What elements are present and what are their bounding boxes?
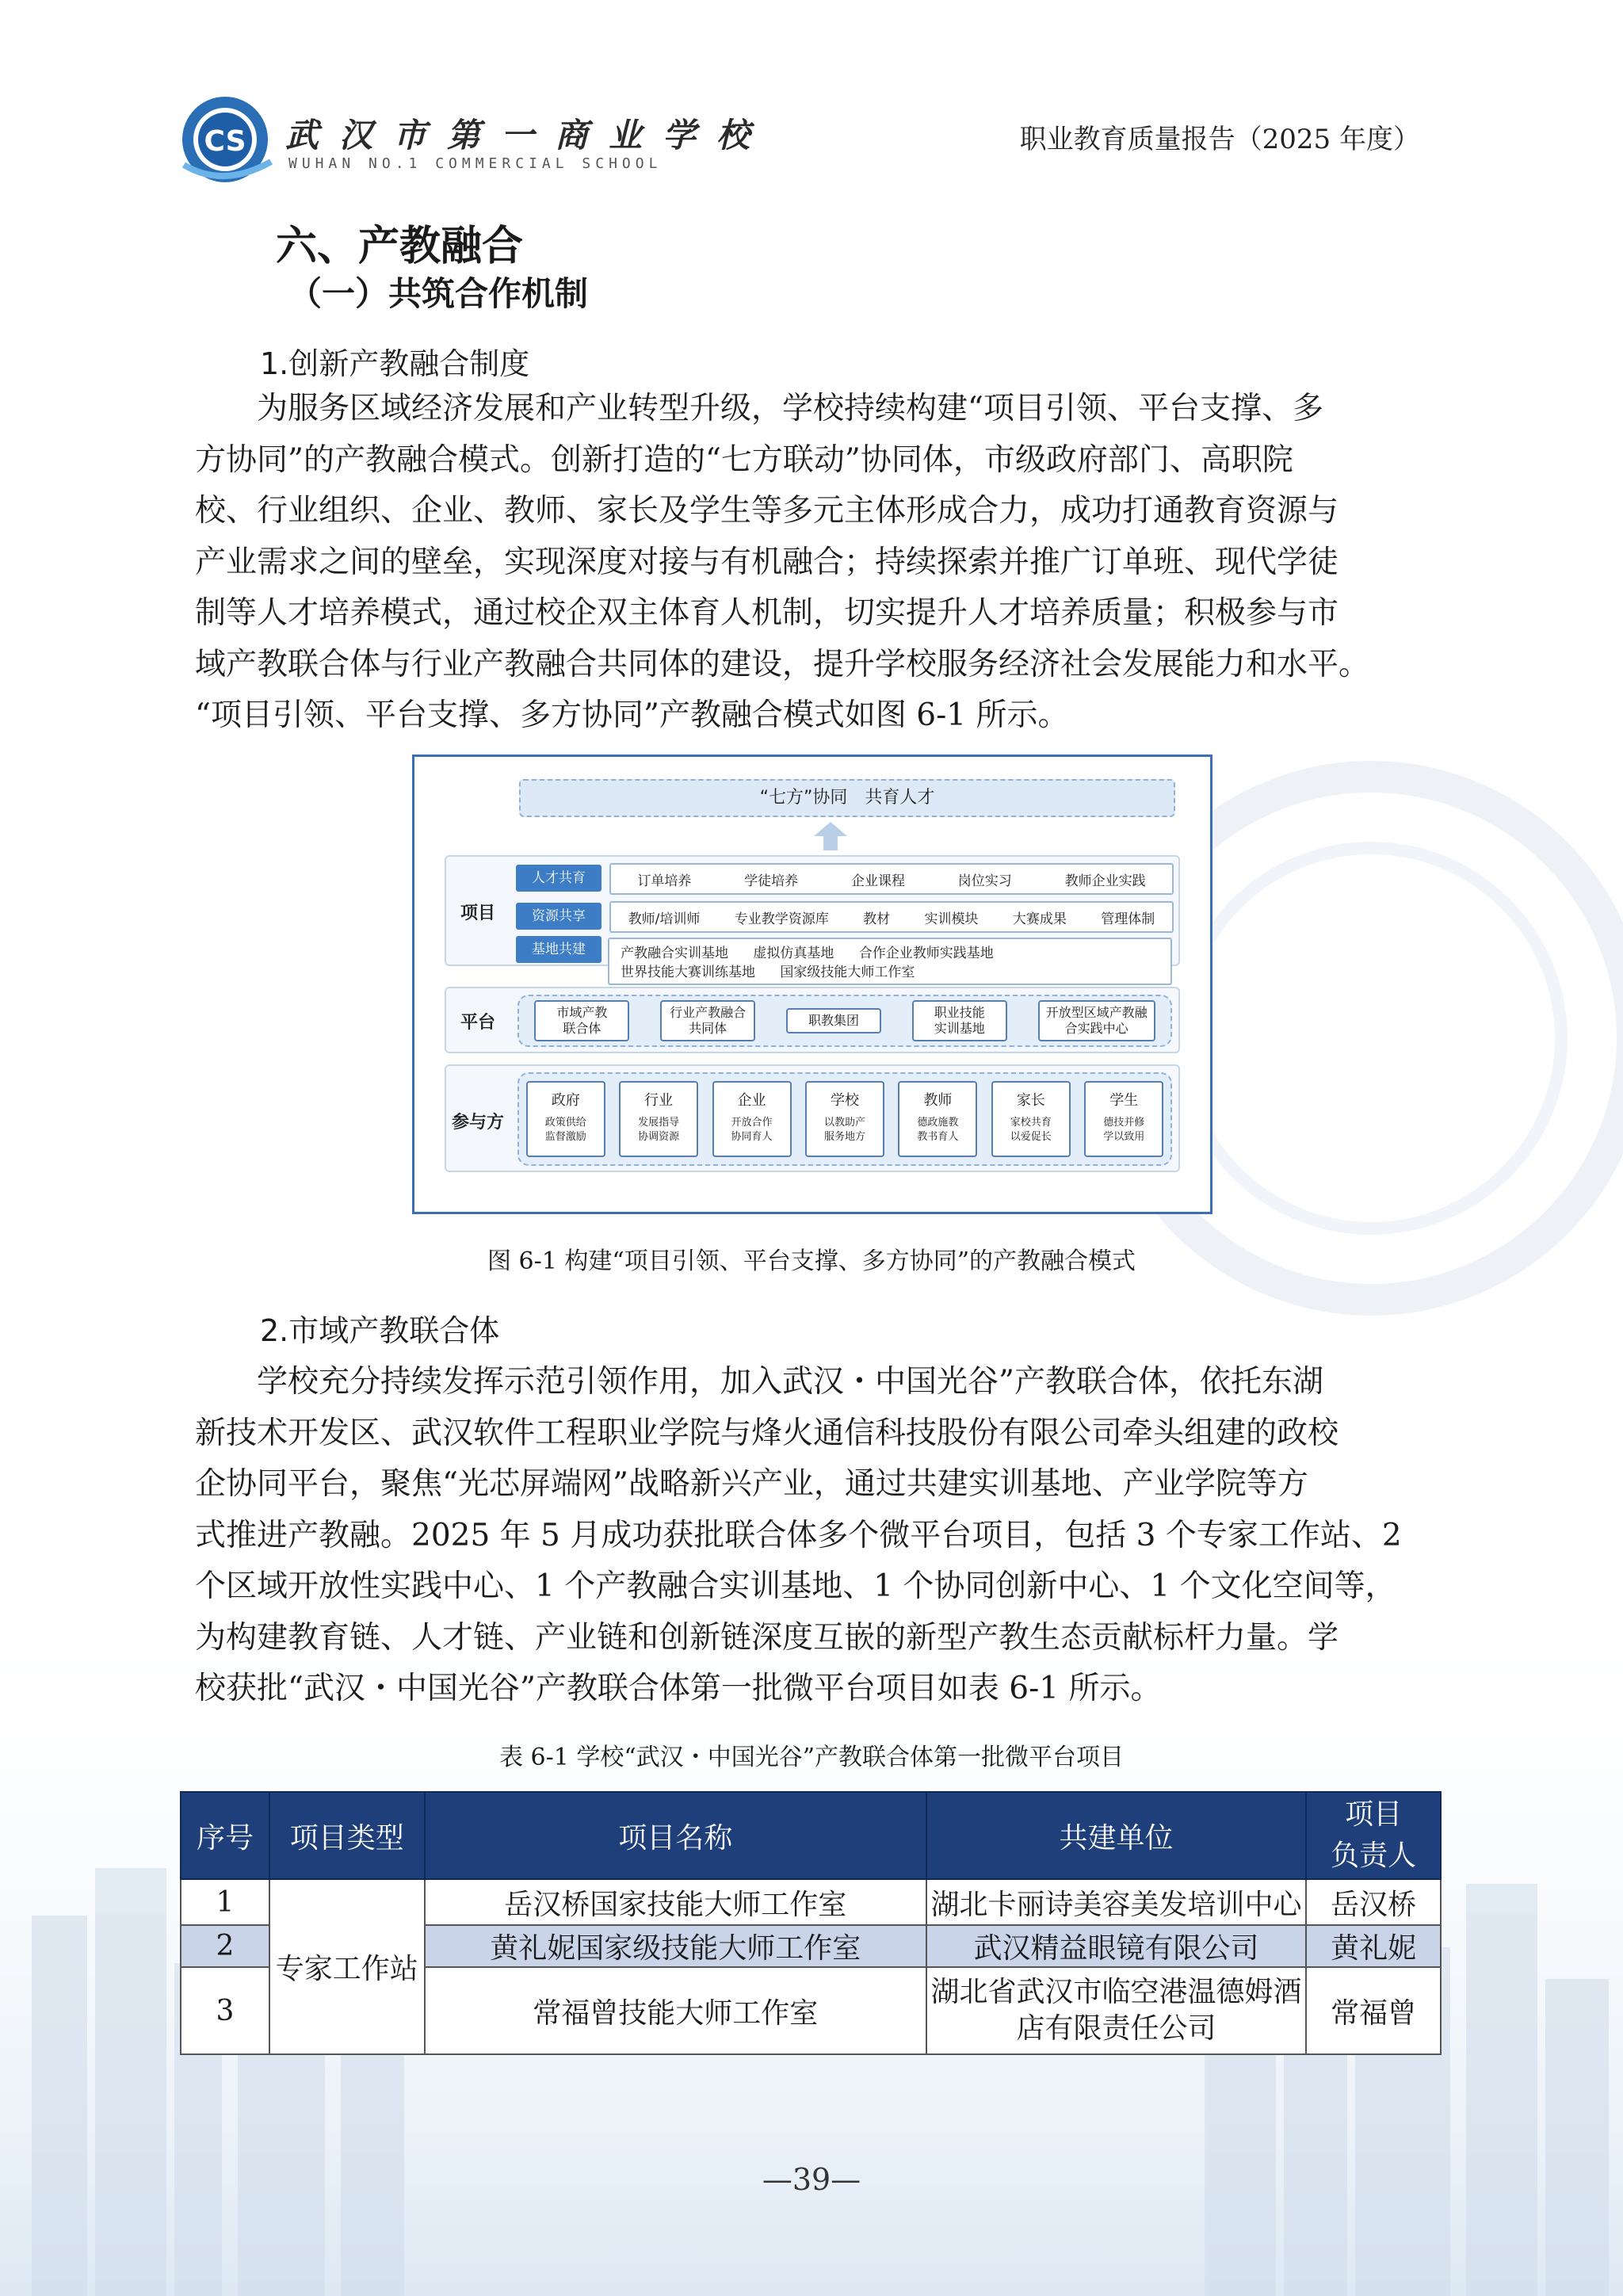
paragraph-line: 企协同平台，聚焦“光芯屏端网”战略新兴产业，通过共建实训基地、产业学院等方 <box>195 1466 1308 1502</box>
party-name: 行业 <box>644 1092 674 1109</box>
party-name: 政府 <box>551 1092 580 1109</box>
section-heading: 六、产教融合 <box>276 223 524 270</box>
paragraph-2 <box>195 1357 1431 1715</box>
figure-item: 产教融合实训基地 <box>621 946 728 961</box>
table-cell-unit: 湖北卡丽诗美容美发培训中心 <box>926 1879 1306 1925</box>
party-desc: 发展指导 协调资源 <box>638 1117 680 1143</box>
figure-parties-panel <box>445 1064 1180 1172</box>
party-desc: 德技并修 学以致用 <box>1103 1117 1145 1143</box>
figure-platform-box: 职教集团 <box>786 1008 881 1033</box>
figure-item: 国家级技能大师工作室 <box>780 965 915 980</box>
figure-item: 管理体制 <box>1101 911 1155 927</box>
table-cell-name: 黄礼妮国家级技能大师工作室 <box>425 1925 926 1967</box>
report-title: 职业教育质量报告（2025 年度） <box>1019 124 1420 155</box>
table-cell-category: 专家工作站 <box>269 1879 425 2054</box>
paragraph-line: 新技术开发区、武汉软件工程职业学院与烽火通信科技股份有限公司牵头组建的政校 <box>195 1415 1339 1451</box>
figure-row-resource <box>609 901 1174 933</box>
school-name-cn: 武汉市第一商业学校 <box>285 116 771 155</box>
figure-side-label: 平台 <box>460 1013 495 1033</box>
paragraph-line: 产业需求之间的壁垒，实现深度对接与有机融合；持续探索并推广订单班、现代学徒 <box>195 544 1339 580</box>
paragraph-line: 为服务区域经济发展和产业转型升级，学校持续构建“项目引领、平台支撑、多 <box>195 391 1323 426</box>
figure-item: 企业课程 <box>850 873 905 889</box>
table-header-cell: 项目 负责人 <box>1306 1792 1441 1879</box>
figure-item: 教材 <box>863 911 891 927</box>
paragraph-line: 个区域开放性实践中心、1 个产教融合实训基地、1 个协同创新中心、1 个文化空间等， <box>195 1568 1396 1604</box>
table-cell-no: 3 <box>181 1967 269 2054</box>
figure-platform-panel <box>445 987 1180 1053</box>
party-name: 学校 <box>830 1092 859 1109</box>
figure-party-box <box>805 1081 884 1157</box>
paragraph-line: 制等人才培养模式，通过校企双主体育人机制，切实提升人才培养质量；积极参与市 <box>195 595 1339 631</box>
party-name: 企业 <box>737 1092 766 1109</box>
figure-party-box <box>619 1081 698 1157</box>
figure-parties-group <box>517 1072 1172 1166</box>
figure-item: 教师/培训师 <box>628 911 701 927</box>
figure-party-box <box>1084 1081 1163 1157</box>
paragraph-1 <box>195 384 1431 742</box>
table-cell-unit: 武汉精益眼镜有限公司 <box>926 1925 1306 1967</box>
paragraph-line: 式推进产教融。2025 年 5 月成功获批联合体多个微平台项目，包括 3 个专家工作站、2 <box>195 1517 1402 1553</box>
table-cell-no: 1 <box>181 1879 269 1925</box>
paragraph-line: 校获批“武汉・中国光谷”产教联合体第一批微平台项目如表 6-1 所示。 <box>195 1671 1162 1706</box>
table-row <box>181 1879 1441 1925</box>
figure-side-label: 项目 <box>460 904 495 923</box>
table-cell-unit: 湖北省武汉市临空港温德姆酒 店有限责任公司 <box>926 1967 1306 2054</box>
table-header-row <box>181 1792 1441 1879</box>
figure-base-line-2 <box>621 963 1159 982</box>
party-desc: 德政施教 教书育人 <box>917 1117 959 1143</box>
svg-text:CS: CS <box>204 125 246 158</box>
table-header-cell: 项目类型 <box>269 1792 425 1879</box>
figure-platform-box: 职业技能 实训基地 <box>912 1000 1007 1041</box>
table-header-cell: 序号 <box>181 1792 269 1879</box>
figure-tag: 基地共建 <box>516 936 601 963</box>
table-header-cell: 项目名称 <box>425 1792 926 1879</box>
figure-item: 学徒培养 <box>744 873 799 889</box>
party-name: 学生 <box>1109 1092 1139 1109</box>
figure-base-line-1 <box>621 944 1159 963</box>
paragraph-line: 方协同”的产教融合模式。创新打造的“七方联动”协同体，市级政府部门、高职院 <box>195 441 1293 478</box>
table-cell-no: 2 <box>181 1925 269 1967</box>
figure-item: 教师企业实践 <box>1064 873 1146 889</box>
party-name: 家长 <box>1016 1092 1045 1109</box>
party-desc: 家校共育 以爱促长 <box>1010 1117 1052 1143</box>
figure-party-box <box>898 1081 977 1157</box>
up-arrow-icon <box>811 820 850 852</box>
figure-item: 大赛成果 <box>1012 911 1067 927</box>
paragraph-line: 为构建教育链、人才链、产业链和创新链深度互嵌的新型产教生态贡献标杆力量。学 <box>195 1619 1339 1656</box>
figure-item: 订单培养 <box>637 873 692 889</box>
subsection-heading: （一）共筑合作机制 <box>288 274 589 313</box>
party-desc: 以教助产 服务地方 <box>823 1117 865 1143</box>
figure-item: 虚拟仿真基地 <box>753 946 834 961</box>
figure-platform-box: 行业产教融合 共同体 <box>660 1000 755 1041</box>
paragraph-line: 校、行业组织、企业、教师、家长及学生等多元主体形成合力，成功打通教育资源与 <box>195 493 1339 529</box>
figure-row-talent <box>609 863 1174 895</box>
figure-tag: 人才共育 <box>516 865 601 892</box>
party-desc: 政策供给 监督激励 <box>544 1117 586 1143</box>
topic-heading-2: 2.市域产教联合体 <box>260 1313 500 1348</box>
table-header-cell: 共建单位 <box>926 1792 1306 1879</box>
figure-side-label: 参与方 <box>451 1113 504 1133</box>
figure-item: 实训模块 <box>924 911 979 927</box>
figure-party-box <box>991 1081 1071 1157</box>
paragraph-line: 学校充分持续发挥示范引领作用，加入武汉・中国光谷”产教联合体，依托东湖 <box>195 1364 1323 1400</box>
party-name: 教师 <box>923 1092 953 1109</box>
table-caption: 表 6-1 学校“武汉・中国光谷”产教联合体第一批微平台项目 <box>498 1744 1125 1771</box>
figure-item: 岗位实习 <box>957 873 1012 889</box>
platform-projects-table <box>180 1791 1442 2055</box>
figure-platform-box: 开放型区域产教融 合实践中心 <box>1038 1000 1155 1041</box>
figure-platform-box: 市域产教 联合体 <box>534 1000 629 1041</box>
figure-item: 世界技能大赛训练基地 <box>621 965 755 980</box>
table-cell-lead: 常福曾 <box>1306 1967 1441 2054</box>
table-cell-lead: 岳汉桥 <box>1306 1879 1441 1925</box>
table-cell-name: 岳汉桥国家技能大师工作室 <box>425 1879 926 1925</box>
figure-item: 专业教学资源库 <box>734 911 829 927</box>
figure-party-box <box>712 1081 792 1157</box>
paragraph-line: “项目引领、平台支撑、多方协同”产教融合模式如图 6-1 所示。 <box>195 697 1069 733</box>
school-logo-icon <box>176 94 279 189</box>
figure-6-1 <box>412 755 1212 1214</box>
figure-caption: 图 6-1 构建“项目引领、平台支撑、多方协同”的产教融合模式 <box>487 1247 1136 1275</box>
figure-row-base <box>608 938 1172 985</box>
topic-heading-1: 1.创新产教融合制度 <box>260 346 530 381</box>
table-cell-name: 常福曾技能大师工作室 <box>425 1967 926 2054</box>
figure-banner: “七方”协同 共育人才 <box>519 779 1175 817</box>
figure-platform-group <box>517 995 1172 1047</box>
figure-tag: 资源共享 <box>516 903 601 930</box>
figure-party-box <box>526 1081 605 1157</box>
table-cell-lead: 黄礼妮 <box>1306 1925 1441 1967</box>
paragraph-line: 域产教联合体与行业产教融合共同体的建设，提升学校服务经济社会发展能力和水平。 <box>195 646 1370 682</box>
page-header <box>176 94 1444 189</box>
party-desc: 开放合作 协同育人 <box>731 1117 773 1143</box>
figure-item: 合作企业教师实践基地 <box>858 946 994 961</box>
school-name-en: WUHAN NO.1 COMMERCIAL SCHOOL <box>288 155 663 172</box>
page-number: —39— <box>762 2162 861 2197</box>
